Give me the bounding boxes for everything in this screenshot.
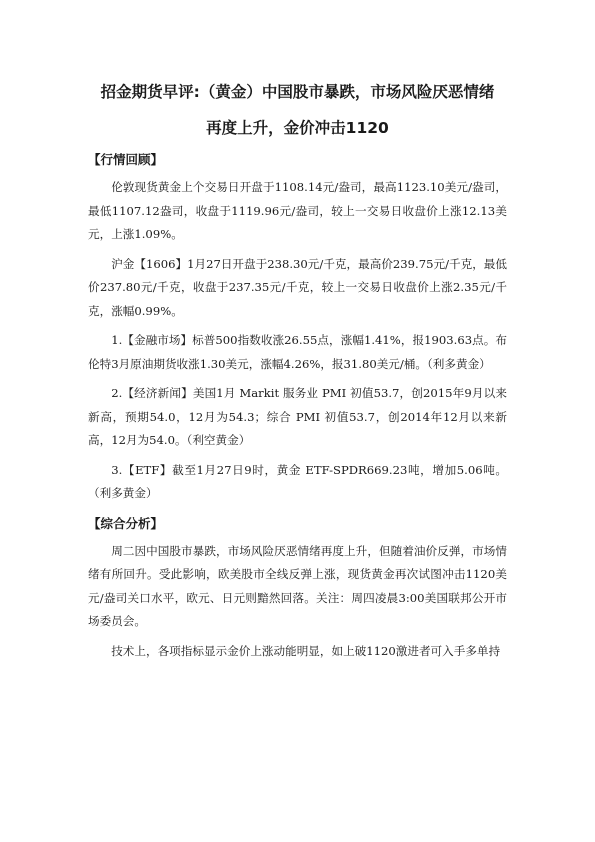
paragraph-analysis: 周二因中国股市暴跌，市场风险厌恶情绪再度上升，但随着油价反弹，市场情绪有所回升。受此影响，欧美股市全线反弹上涨，现货黄金再次试图冲击1120美元/盎司关口水平，欧元、日元则黯然回落。关注：周四凌晨3:00美国联邦公开市场委员会。 bbox=[88, 543, 507, 628]
document-title bbox=[80, 74, 515, 146]
section-heading-analysis: 【综合分析】 bbox=[88, 515, 164, 531]
list-item-financial-market: 1.【金融市场】标普500指数收涨26.55点，涨幅1.41%，报1903.63点。布伦特3月原油期货收涨1.30美元，涨幅4.26%，报31.80美元/桶。（利多黄金） bbox=[88, 333, 507, 371]
paragraph-technical: 技术上，各项指标显示金价上涨动能明显，如上破1120激进者可入手多单持 bbox=[111, 643, 501, 658]
paragraph-london-gold: 伦敦现货黄金上个交易日开盘于1108.14元/盎司，最高1123.10美元/盎司，最低1107.12盎司，收盘于1119.96元/盎司，较上一交易日收盘价上涨12.13美元，上涨1.09%。 bbox=[88, 180, 507, 241]
list-item-etf: 3.【ETF】截至1月27日9时，黄金 ETF-SPDR669.23吨，增加5.06吨。（利多黄金） bbox=[88, 462, 507, 500]
list-item-economic-news: 2.【经济新闻】美国1月 Markit 服务业 PMI 初值53.7，创2015年9月以来新高，预期54.0，12月为54.3；综合 PMI 初值53.7，创2014年12月以来新高，12月为54.0。（利空黄金） bbox=[88, 386, 507, 447]
title-line-2: 再度上升，金价冲击1120 bbox=[206, 119, 389, 137]
paragraph-shanghai-gold: 沪金【1606】1月27日开盘于238.30元/千克，最高价239.75元/千克，最低价237.80元/千克，收盘于237.35元/千克，较上一交易日收盘价上涨2.35元/千克，涨幅0.99%。 bbox=[88, 256, 507, 318]
title-line-1: 招金期货早评:（黄金）中国股市暴跌，市场风险厌恶情绪 bbox=[100, 83, 495, 101]
section-heading-market-review: 【行情回顾】 bbox=[88, 152, 164, 167]
